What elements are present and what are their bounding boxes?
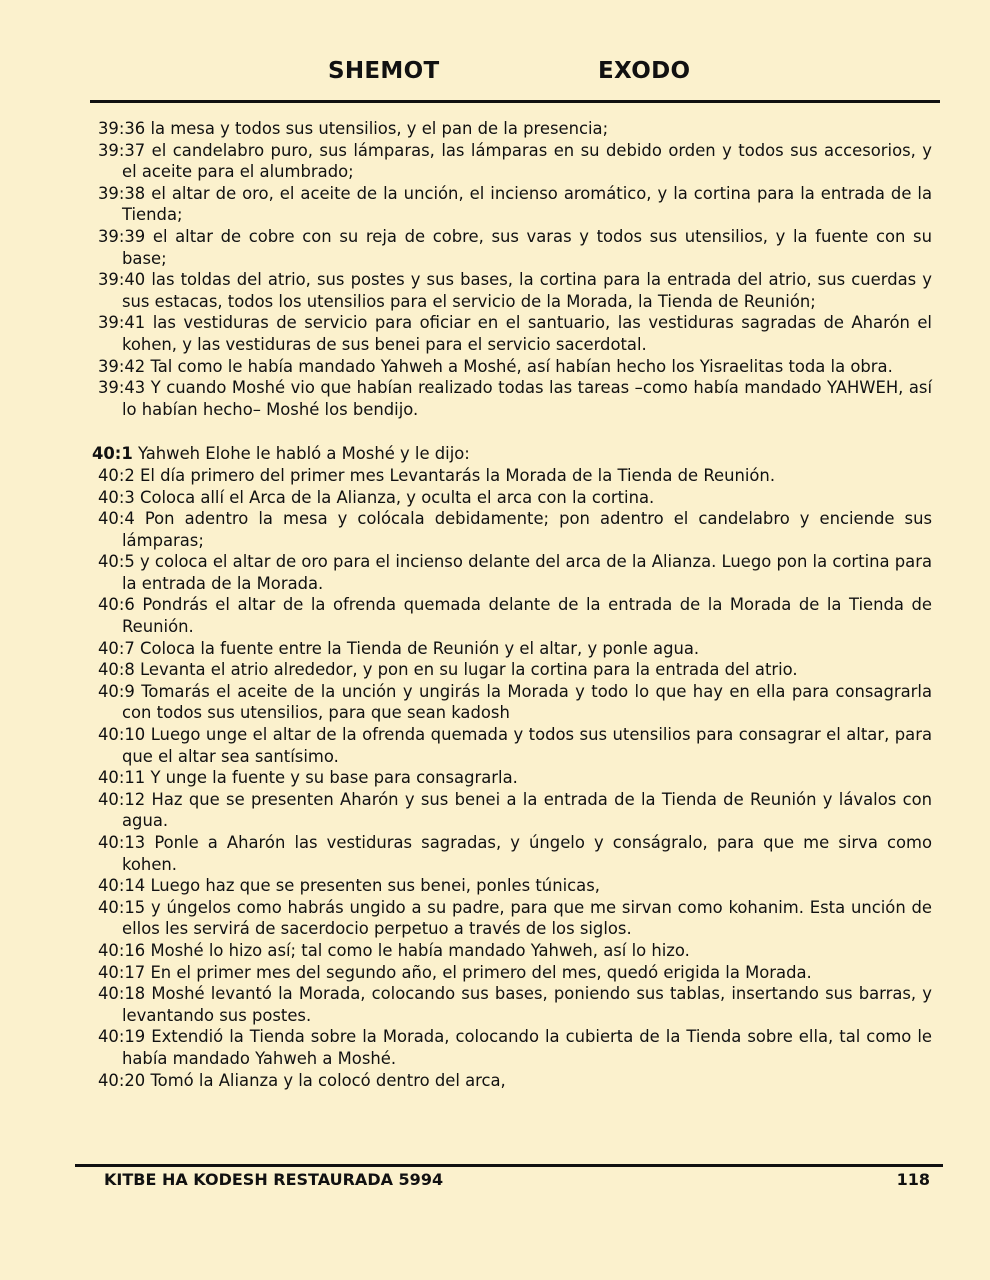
verse: 40:8 Levanta el atrio alrededor, y pon en su lugar la cortina para la entrada del atrio. <box>98 660 798 680</box>
page-number: 118 <box>896 1170 930 1189</box>
verse: 40:13 Ponle a Aharón las vestiduras sagradas, y úngelo y conságralo, para que me sirva como kohen. <box>98 833 932 874</box>
verse: 40:9 Tomarás el aceite de la unción y ungirás la Morada y todo lo que hay en ella para consagrarla con todos sus utensilios, para que sean kadosh <box>98 681 932 723</box>
verse: 39:40 las toldas del atrio, sus postes y sus bases, la cortina para la entrada del atrio, sus cuerdas y sus estacas, todos los utensilios para el servicio de la Morada, la Tienda de Reunión; <box>98 270 932 311</box>
header-rule <box>90 100 940 103</box>
header-book-hebrew: SHEMOT <box>328 58 440 84</box>
verse: 40:20 Tomó la Alianza y la colocó dentro del arca, <box>98 1070 506 1090</box>
verse: 39:36 la mesa y todos sus utensilios, y el pan de la presencia; <box>98 119 609 138</box>
verse: 40:18 Moshé levantó la Morada, colocando sus bases, poniendo sus tablas, insertando sus barras, y levantando sus postes. <box>98 984 932 1025</box>
footer-rule <box>75 1164 943 1167</box>
scripture-text <box>92 118 932 1091</box>
verse: 39:38 el altar de oro, el aceite de la unción, el incienso aromático, y la cortina para la entrada de la Tienda; <box>98 183 932 225</box>
chapter-40-opening-verse <box>92 443 932 465</box>
verse: 39:43 Y cuando Moshé vio que habían realizado todas las tareas –como había mandado YAHWEH, así lo habían hecho– Moshé los bendijo. <box>98 378 932 419</box>
verse: 40:7 Coloca la fuente entre la Tienda de Reunión y el altar, y ponle agua. <box>98 638 700 658</box>
verse: 40:19 Extendió la Tienda sobre la Morada, colocando la cubierta de la Tienda sobre ella, tal como le había mandado Yahweh a Moshé. <box>98 1027 932 1068</box>
verse: 40:15 y úngelos como habrás ungido a su padre, para que me sirvan como kohanim. Esta unción de ellos les servirá de sacerdocio perpetuo a través de los siglos. <box>98 897 932 939</box>
verse: 39:39 el altar de cobre con su reja de cobre, sus varas y todos sus utensilios, y la fuente con su base; <box>98 226 932 268</box>
verse: 40:14 Luego haz que se presenten sus benei, ponles túnicas, <box>98 876 600 896</box>
verse-text: Yahweh Elohe le habló a Moshé y le dijo: <box>132 444 470 464</box>
header-book-spanish: EXODO <box>598 58 691 84</box>
verse: 40:12 Haz que se presenten Aharón y sus benei a la entrada de la Tienda de Reunión y lávalos con agua. <box>98 789 932 831</box>
verse: 40:17 En el primer mes del segundo año, el primero del mes, quedó erigida la Morada. <box>98 962 812 982</box>
chapter-number: 40:1 <box>92 444 133 464</box>
verse: 40:3 Coloca allí el Arca de la Alianza, y oculta el arca con la cortina. <box>98 487 655 507</box>
chapter-39-verses <box>98 118 932 420</box>
chapter-40-verses <box>92 443 932 1091</box>
verse: 40:4 Pon adentro la mesa y colócala debidamente; pon adentro el candelabro y enciende sus lámparas; <box>98 509 932 550</box>
running-header <box>0 58 990 92</box>
paragraph-gap <box>98 420 932 443</box>
verse: 40:16 Moshé lo hizo así; tal como le había mandado Yahweh, así lo hizo. <box>98 940 690 960</box>
verse: 40:2 El día primero del primer mes Levantarás la Morada de la Tienda de Reunión. <box>98 465 776 485</box>
verse: 39:41 las vestiduras de servicio para oficiar en el santuario, las vestiduras sagradas de Aharón el kohen, y las vestiduras de sus benei para el servicio sacerdotal. <box>98 313 932 354</box>
verse: 40:5 y coloca el altar de oro para el incienso delante del arca de la Alianza. Luego pon la cortina para la entrada de la Morada. <box>98 552 932 593</box>
verse: 40:6 Pondrás el altar de la ofrenda quemada delante de la entrada de la Morada de la Tienda de Reunión. <box>98 595 932 637</box>
running-footer <box>0 1170 990 1194</box>
verse: 40:10 Luego unge el altar de la ofrenda quemada y todos sus utensilios para consagrar el altar, para que el altar sea santísimo. <box>98 725 932 766</box>
footer-title: KITBE HA KODESH RESTAURADA 5994 <box>104 1170 444 1189</box>
verse: 39:42 Tal como le había mandado Yahweh a Moshé, así habían hecho los Yisraelitas toda la obra. <box>98 356 893 376</box>
verse: 39:37 el candelabro puro, sus lámparas, las lámparas en su debido orden y todos sus accesorios, y el aceite para el alumbrado; <box>98 140 932 182</box>
verse: 40:11 Y unge la fuente y su base para consagrarla. <box>98 768 518 788</box>
